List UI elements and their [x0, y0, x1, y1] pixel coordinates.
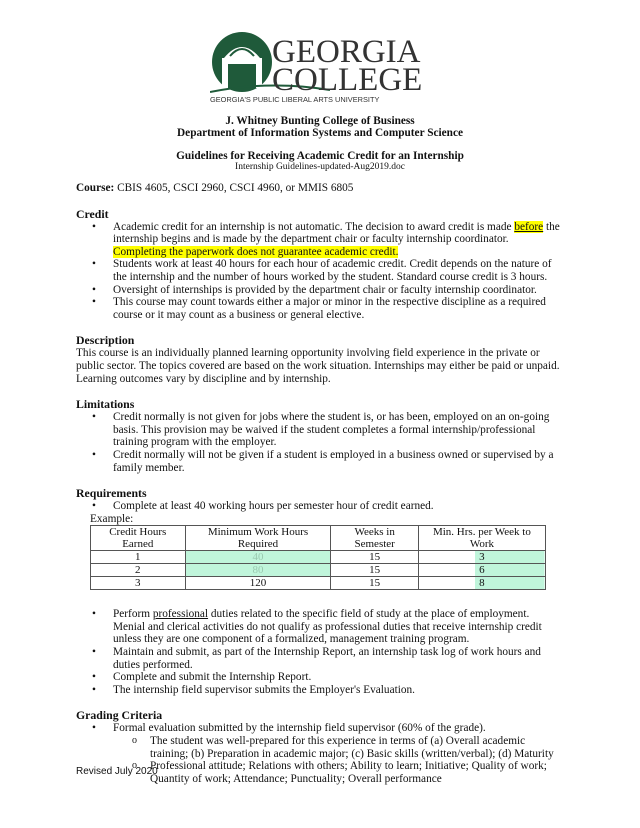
header-cell: Minimum Work Hours Required — [185, 526, 331, 551]
list-item — [76, 608, 562, 646]
revision-footer: Revised July 2020 — [76, 766, 158, 777]
limitations-list — [76, 411, 562, 474]
requirements-list-2 — [76, 608, 562, 696]
grading-list — [76, 722, 562, 735]
sub-list-item: o The student was well-prepared for this experience in terms of (a) Overall academic training; (b) Preparation in academic major; (c) Basic skills (written/verbal); (d) Maturity — [76, 735, 562, 760]
limitations-heading: Limitations — [76, 397, 135, 412]
sub-list-item: o Professional attitude; Relations with others; Ability to learn; Initiative; Quality of work; Quantity of work; Attendance; Punctuality; Overall performance — [76, 760, 562, 785]
document-filename: Internship Guidelines-updated-Aug2019.doc — [235, 162, 405, 172]
georgia-college-logo — [210, 30, 425, 104]
description-text: This course is an individually planned learning opportunity involving field experience in the private or public sector. The topics covered are based on the work situation. Internships may either be paid or unpaid. Learning outcomes vary by discipline and by internship. — [76, 347, 560, 385]
list-item: • The internship field supervisor submits the Employer's Evaluation. — [76, 684, 562, 697]
list-item: • Complete at least 40 working hours per semester hour of credit earned. — [76, 500, 562, 513]
department-name: Department of Information Systems and Computer Science — [177, 127, 463, 139]
svg-text:GEORGIA'S PUBLIC LIBERAL ARTS: GEORGIA'S PUBLIC LIBERAL ARTS UNIVERSITY — [210, 95, 380, 104]
description-heading: Description — [76, 333, 135, 348]
course-label: Course: — [76, 182, 115, 194]
cell: 120 — [185, 577, 331, 590]
list-item: • This course may count towards either a major or minor in the respective discipline as a required course or it may count as a business or general elective. — [76, 296, 562, 321]
cell: 15 — [331, 551, 418, 564]
text: duties related to the specific field of study at the place of employment. Menial and clerical activities do not qualify as professional duties that receive internship credit unless they are one component of a formalized, management training program. — [113, 608, 542, 646]
list-item: • Students work at least 40 hours for each hour of academic credit. Credit depends on the nature of the internship and the number of hours worked by the student. Standard course credit is 3 hours. — [76, 258, 562, 283]
text: Academic credit for an internship is not automatic. The decision to award credit is made — [113, 220, 515, 233]
cell: 3 — [91, 577, 186, 590]
cell: 80 — [185, 564, 331, 577]
requirements-list — [76, 500, 562, 513]
underlined-text: professional — [152, 608, 209, 621]
table-row — [91, 577, 546, 590]
cell: 15 — [331, 564, 418, 577]
document-body — [76, 182, 562, 785]
list-item: • Formal evaluation submitted by the internship field supervisor (60% of the grade). — [76, 722, 562, 735]
text: Perform — [113, 608, 153, 621]
list-item: • Credit normally is not given for jobs where the student is, or has been, employed on an on-going basis. This provision may be waived if the student completes a formal internship/professional training program with the employer. — [76, 411, 562, 449]
svg-text:GEORGIA: GEORGIA — [272, 34, 421, 70]
document-title: Guidelines for Receiving Academic Credit for an Internship — [176, 150, 464, 162]
grading-heading: Grading Criteria — [76, 708, 163, 723]
credit-hours-table — [90, 525, 546, 590]
cell: 1 — [91, 551, 186, 564]
cell: 3 — [418, 551, 545, 564]
requirements-heading: Requirements — [76, 486, 147, 501]
cell: 40 — [185, 551, 331, 564]
table-row — [91, 564, 546, 577]
table-header-row — [91, 526, 546, 551]
header-cell: Weeks in Semester — [331, 526, 418, 551]
cell: 15 — [331, 577, 418, 590]
list-item: • Complete and submit the Internship Report. — [76, 671, 562, 684]
credit-heading: Credit — [76, 206, 109, 221]
list-item — [76, 221, 562, 259]
svg-text:COLLEGE: COLLEGE — [272, 62, 423, 98]
college-name: J. Whitney Bunting College of Business — [225, 115, 415, 127]
credit-list — [76, 221, 562, 322]
list-item: • Maintain and submit, as part of the Internship Report, an internship task log of work hours and duties performed. — [76, 646, 562, 671]
header-cell: Credit Hours Earned — [91, 526, 186, 551]
logo-seal-icon — [210, 30, 425, 104]
course-line — [76, 182, 562, 195]
list-item: • Credit normally will not be given if a student is employed in a business owned or supervised by a family member. — [76, 449, 562, 474]
cell: 2 — [91, 564, 186, 577]
cell: 6 — [418, 564, 545, 577]
header-cell: Min. Hrs. per Week to Work — [418, 526, 545, 551]
text: the internship begins and is made by the department chair or faculty internship coordinator. — [113, 220, 560, 246]
table-row — [91, 551, 546, 564]
highlight-text: Completing the paperwork does not guarantee academic credit. — [113, 245, 399, 258]
highlight-text: before — [514, 220, 544, 233]
example-label: Example: — [90, 512, 134, 525]
course-value: CBIS 4605, CSCI 2960, CSCI 4960, or MMIS 6805 — [114, 182, 354, 194]
list-item: • Oversight of internships is provided by the department chair or faculty internship coordinator. — [76, 284, 562, 297]
cell: 8 — [418, 577, 545, 590]
